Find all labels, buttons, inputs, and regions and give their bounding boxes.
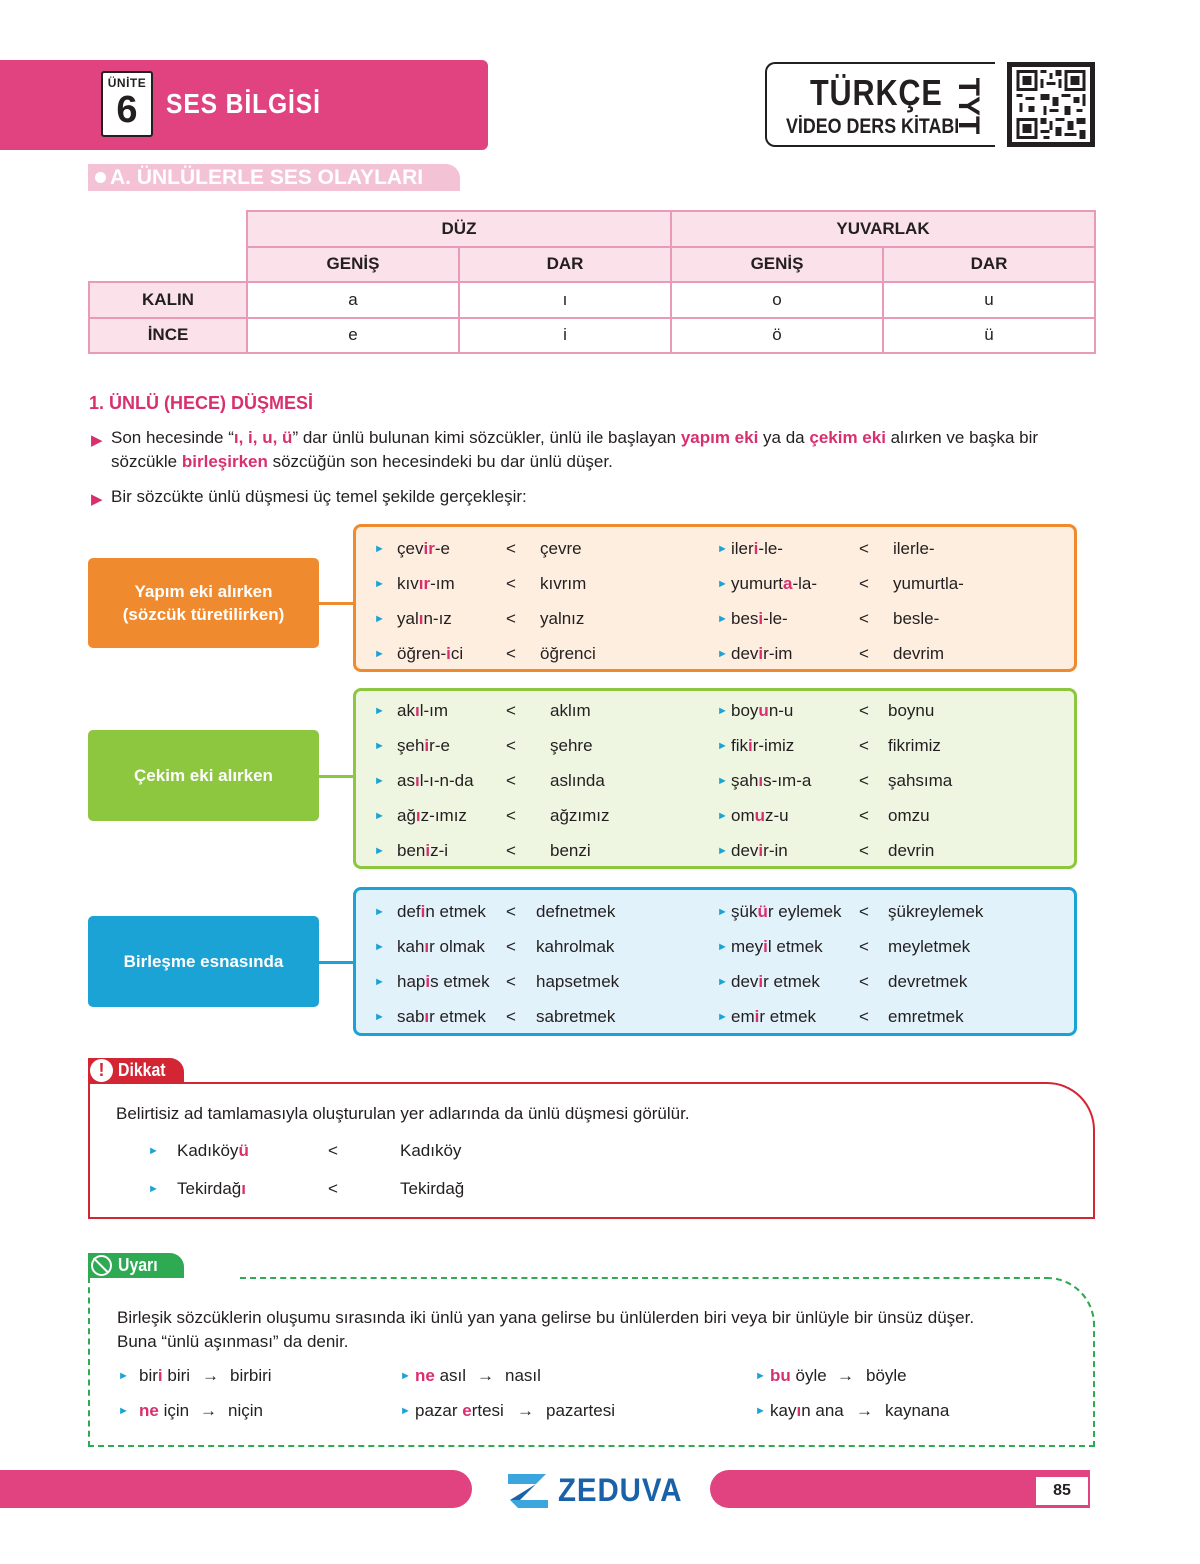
category-yapim-eki: Yapım eki alırken (sözcük türetilirken) bbox=[88, 558, 319, 648]
category-birlesme: Birleşme esnasında bbox=[88, 916, 319, 1007]
sub-header: DAR bbox=[459, 247, 671, 283]
table-row bbox=[89, 282, 1095, 318]
vowel-cell: u bbox=[883, 282, 1095, 318]
zeduva-logo-icon bbox=[506, 1470, 550, 1510]
sub-header: DAR bbox=[883, 247, 1095, 283]
table-row bbox=[89, 318, 1095, 354]
group-header-duz: DÜZ bbox=[247, 211, 671, 247]
vowel-cell: e bbox=[247, 318, 459, 354]
row-label: KALIN bbox=[89, 282, 247, 318]
brand-logo bbox=[506, 1470, 693, 1510]
footer-bar-right bbox=[710, 1470, 1090, 1508]
prohibited-icon bbox=[91, 1255, 112, 1276]
section-title: A. ÜNLÜLERLE SES OLAYLARI bbox=[110, 166, 424, 189]
vowel-cell: ü bbox=[883, 318, 1095, 354]
qr-code-icon[interactable] bbox=[1007, 62, 1095, 147]
brand-subtitle: VİDEO DERS KİTABI bbox=[786, 115, 960, 138]
table-row bbox=[89, 247, 1095, 283]
triangle-bullet-icon: ▶ bbox=[91, 491, 103, 508]
paragraph-2: ▶ Bir sözcükte ünlü düşmesi üç temel şekilde gerçekleşir: bbox=[91, 485, 1095, 509]
uyari-box bbox=[88, 1277, 1095, 1447]
uyari-text: Birleşik sözcüklerin oluşumu sırasında iki ünlü yan yana gelirse bu ünlülerden biri veya bir ünlüyle bir ünsüz düşer. Buna “ünlü aşınması” da denir. bbox=[117, 1308, 975, 1351]
vowel-cell: ı bbox=[459, 282, 671, 318]
sub-header: GENİŞ bbox=[671, 247, 883, 283]
divider bbox=[240, 1277, 1050, 1279]
vowel-cell: i bbox=[459, 318, 671, 354]
group-header-yuvarlak: YUVARLAK bbox=[671, 211, 1095, 247]
unit-number: 6 bbox=[116, 89, 138, 131]
exclamation-icon: ! bbox=[90, 1059, 113, 1082]
vowel-cell: ö bbox=[671, 318, 883, 354]
group-box-cekim: ► akıl-ım < aklım ► şehir-e < şehre ► asıl-ı-n-da < aslında ► ağız-ımız < ağzımız ► beniz-i < benzi ► boyun-u < boynu ► fikir-imiz < fikrimiz ► şahıs-ım-a < şahsıma ► omuz-u < omzu ► devir-in < devrin bbox=[353, 688, 1077, 869]
group-box-birlesme: ► defin etmek < defnetmek ► kahır olmak < kahrolmak ► hapis etmek < hapsetmek ► sabır etmek < sabretmek ► şükür eylemek < şükreylemek ► meyil etmek < meyletmek ► devir etmek < devretmek ► emir etmek < emretmek bbox=[353, 887, 1077, 1036]
paragraph-1: ▶ Son hecesinde “ı, i, u, ü” dar ünlü bulunan kimi sözcükler, ünlü ile başlayan yapım eki ya da çekim eki alırken ve başka bir sözcükle birleşirken sözcüğün son hecesindeki bu dar ünlü düşer. bbox=[91, 428, 1039, 471]
connector-line bbox=[319, 961, 354, 964]
uyari-label: Uyarı bbox=[118, 1255, 158, 1275]
bullet-dot-icon bbox=[95, 172, 106, 183]
vowel-cell: o bbox=[671, 282, 883, 318]
sub-header: GENİŞ bbox=[247, 247, 459, 283]
brand-logo-text: ZEDUVA bbox=[558, 1471, 683, 1508]
page-number: 85 bbox=[1036, 1477, 1088, 1505]
uyari-tab bbox=[88, 1253, 184, 1278]
subsection-title: 1. ÜNLÜ (HECE) DÜŞMESİ bbox=[89, 393, 314, 413]
section-title-tab bbox=[88, 164, 460, 191]
unit-badge bbox=[101, 71, 153, 137]
brand-title: TÜRKÇE bbox=[810, 72, 943, 113]
triangle-bullet-icon: ▶ bbox=[91, 432, 103, 449]
unit-label: ÜNİTE bbox=[107, 76, 147, 90]
unit-title: SES BİLGİSİ bbox=[166, 88, 321, 119]
connector-line bbox=[319, 602, 354, 605]
dikkat-text: Belirtisiz ad tamlamasıyla oluşturulan yer adlarında da ünlü düşmesi görülür. bbox=[116, 1104, 690, 1123]
footer-bar-left bbox=[0, 1470, 472, 1508]
dikkat-tab bbox=[88, 1058, 184, 1083]
brand-badge: TYT bbox=[952, 77, 985, 135]
row-label: İNCE bbox=[89, 318, 247, 354]
vowel-cell: a bbox=[247, 282, 459, 318]
table-row bbox=[89, 211, 1095, 247]
group-box-yapim: ► çevir-e < çevre ► kıvır-ım < kıvrım ► yalın-ız < yalnız ► öğren-ici < öğrenci ► ileri-le- < ilerle- ► yumurta-la- < yumurtla- ► besi-le- < besle- ► devir-im < devrim bbox=[353, 524, 1077, 672]
category-cekim-eki: Çekim eki alırken bbox=[88, 730, 319, 821]
dikkat-label: Dikkat bbox=[118, 1060, 166, 1080]
connector-line bbox=[319, 775, 354, 778]
vowel-table bbox=[88, 210, 1096, 354]
